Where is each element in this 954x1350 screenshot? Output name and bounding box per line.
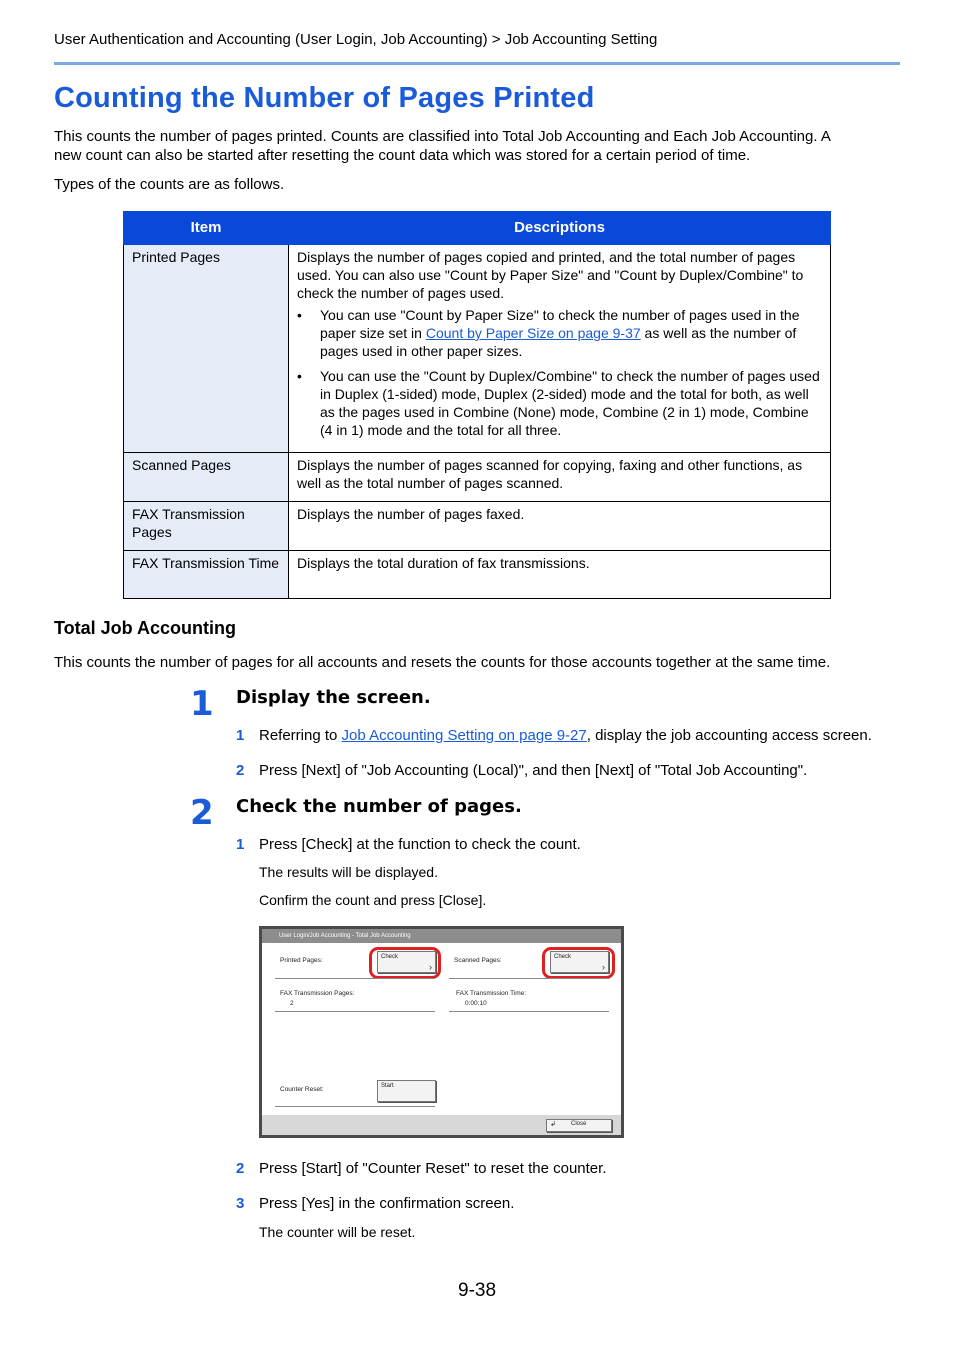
screen-body	[262, 929, 621, 1135]
close-button[interactable]	[546, 1119, 612, 1132]
screen-title-bar	[262, 929, 621, 943]
table-row	[124, 551, 831, 599]
types-intro: Types of the counts are as follows.	[54, 176, 285, 193]
start-button-label: Start	[381, 1083, 394, 1089]
description-text: Displays the number of pages copied and printed, and the total number of pages used. You can also use "Count by Paper Size" and "Count by Duplex/Combine" to check the number of pages used.	[297, 249, 804, 301]
table-cell-item: FAX Transmission Time	[124, 551, 289, 599]
divider	[275, 978, 435, 979]
step-title: Display the screen.	[236, 687, 431, 708]
header-divider	[54, 62, 900, 65]
intro-line-2: new count can also be started after resetting the count data which was stored for a certain period of time.	[54, 147, 751, 164]
operation-panel-screenshot	[259, 926, 624, 1138]
table-cell-item: FAX Transmission Pages	[124, 502, 289, 551]
substep-text: Press [Check] at the function to check the count.	[259, 836, 581, 853]
substep-note: Confirm the count and press [Close].	[259, 892, 487, 908]
step-title: Check the number of pages.	[236, 796, 522, 817]
divider	[275, 1106, 435, 1107]
table-row	[124, 245, 831, 453]
divider	[449, 978, 609, 979]
fax-pages-value: 2	[290, 1000, 294, 1007]
scanned-pages-check-button[interactable]	[550, 951, 609, 973]
table-row	[124, 453, 831, 502]
substep-number: 2	[236, 1160, 245, 1177]
substep-number: 2	[236, 762, 245, 779]
substep-text	[259, 727, 872, 744]
list-item	[297, 306, 822, 360]
printed-pages-check-button[interactable]	[377, 951, 436, 973]
substep-text: Press [Yes] in the confirmation screen.	[259, 1195, 515, 1212]
intro-paragraph	[54, 127, 900, 165]
table-header-descriptions: Descriptions	[289, 212, 831, 245]
bullet-list	[297, 306, 822, 439]
fax-time-label: FAX Transmission Time:	[456, 990, 527, 997]
table-row	[124, 502, 831, 551]
counter-reset-start-button[interactable]	[377, 1080, 436, 1102]
table-header-row	[124, 212, 831, 245]
table-header-item: Item	[124, 212, 289, 245]
printed-pages-label: Printed Pages:	[280, 957, 323, 964]
check-button-label: Check	[381, 954, 399, 960]
intro-line-1: This counts the number of pages printed. Counts are classified into Total Job Accounting and Each Job Accounting. A	[54, 128, 831, 145]
substep-text-post: , display the job accounting access screen.	[586, 727, 872, 744]
substep-number: 3	[236, 1195, 245, 1212]
section-title: Total Job Accounting	[54, 618, 236, 638]
bullet-icon: •	[297, 307, 302, 323]
scanned-pages-label: Scanned Pages:	[454, 957, 502, 964]
screen-title: User Login/Job Accounting - Total Job Accounting	[279, 933, 411, 939]
table-cell-description: Displays the number of pages faxed.	[289, 502, 831, 551]
counter-reset-label: Counter Reset:	[280, 1086, 324, 1093]
table-cell-description	[289, 245, 831, 453]
substep-note: The results will be displayed.	[259, 864, 438, 880]
fax-time-value: 0:00:10	[465, 1000, 487, 1007]
count-by-paper-size-link[interactable]: Count by Paper Size on page 9-37	[425, 325, 641, 341]
substep-text: Press [Start] of "Counter Reset" to reset the counter.	[259, 1160, 607, 1177]
return-icon: ↲	[550, 1121, 556, 1128]
job-accounting-setting-link[interactable]: Job Accounting Setting on page 9-27	[341, 727, 587, 744]
bullet-text: You can use the "Count by Duplex/Combine" to check the number of pages used in Duplex (1-sided) mode, Duplex (2-sided) mode and the total for both, as well as the pages used in Combine (None) mode, Combine (2 in 1) mode, Combine (4 in 1) mode and the total for all three.	[320, 368, 820, 438]
substep-text-pre: Referring to	[259, 727, 342, 744]
count-types-table	[123, 211, 831, 599]
step-number: 1	[190, 684, 214, 724]
substep-note: The counter will be reset.	[259, 1224, 416, 1240]
step-number: 2	[190, 793, 214, 833]
page-number: 9-38	[458, 1280, 497, 1301]
check-button-label: Check	[554, 954, 572, 960]
fax-pages-label: FAX Transmission Pages:	[280, 990, 355, 997]
close-button-label: Close	[571, 1121, 587, 1127]
substep-number: 1	[236, 836, 245, 853]
page-title: Counting the Number of Pages Printed	[54, 82, 595, 114]
table-cell-item: Scanned Pages	[124, 453, 289, 502]
screen-footer	[262, 1115, 621, 1135]
list-item	[297, 367, 822, 439]
bullet-text-pre: You can use "Count by Paper Size" to check the number of pages used in the paper size set in	[320, 307, 800, 341]
chevron-right-icon: ›	[429, 962, 432, 972]
table-cell-item: Printed Pages	[124, 245, 289, 453]
bullet-icon: •	[297, 368, 302, 384]
breadcrumb: User Authentication and Accounting (User Login, Job Accounting) > Job Accounting Setting	[54, 31, 658, 48]
chevron-right-icon: ›	[602, 962, 605, 972]
substep-text: Press [Next] of "Job Accounting (Local)", and then [Next] of "Total Job Accounting".	[259, 762, 808, 779]
substep-number: 1	[236, 727, 245, 744]
table-cell-description: Displays the total duration of fax transmissions.	[289, 551, 831, 599]
divider	[449, 1011, 609, 1012]
section-intro: This counts the number of pages for all accounts and resets the counts for those accounts together at the same time.	[54, 654, 831, 671]
divider	[275, 1011, 435, 1012]
table-cell-description: Displays the number of pages scanned for copying, faxing and other functions, as well as the total number of pages scanned.	[289, 453, 831, 502]
bullet-text-post: as well as the number of pages used in other paper sizes.	[320, 325, 797, 359]
